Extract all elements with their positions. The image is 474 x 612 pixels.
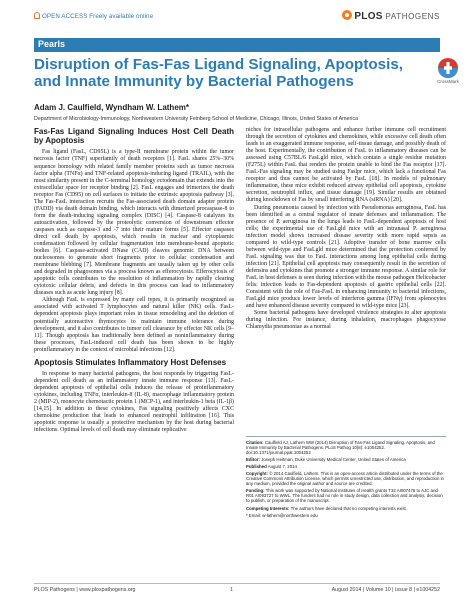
body-paragraph: Some bacterial pathogens have developed virulence strategies to alter apoptosis during infection. For instance, during inhalation, macrophages phagocytose Chlamydia pneumoniae as a normal (246, 310, 446, 331)
article-authors: Adam J. Caulfield, Wyndham W. Lathem* (34, 103, 189, 112)
author-affiliation: Department of Microbiology-Immunology, Northwestern University Feinberg School of Medicine, Chicago, Illinois, United States of America (34, 116, 359, 122)
copyright-info: Copyright: © 2014 Caulfield, Lathem. This is an open-access article distributed under the terms of the Creative Commons Attribution License, which permits unrestricted use, distribution, and reproduction in any medium, provided the original author and source are credited. (246, 471, 444, 487)
plos-logo[interactable] (342, 10, 440, 22)
footer-issue-info: August 2014 | Volume 10 | Issue 8 | e1004252 (331, 587, 440, 593)
journal-name: PATHOGENS (385, 12, 440, 21)
body-paragraph: During pneumonia caused by infection with Pseudomonas aeruginosa, FasL has been identified as a central regulator of innate defenses and inflammation. The presence of P. aeruginosa in the lungs leads to FasL-dependent apoptosis of host cells; the experimental use of FasLgld mice with an intranasal P. aeruginosa infection model shows increased disease severity with more rapid sepsis as compared to wild-type controls [21]. Adoptive transfer of bone marrow cells between wild-type and FasLgld mice determined that the protection conferred by FasL signaling was due to FasL interactions among lung epithelial cells during infection [21]. Epithelial cell apoptosis may consequently result in the secretion of defensins and cytokines that promote a stronger immune response. A similar role for FasL in host defenses is seen during infection with the mouse pathogen Helicobacter felis: infection leads to Fas-dependent apoptosis of gastric epithelial cells [22]. Consistent with the role of Fas-FasL in enhancing immunity to bacterial infections, FasLgld mice produce lower levels of interferon gamma (IFNγ) from splenocytes and have enhanced disease severity compared to wild-type mice [23]. (246, 204, 446, 310)
right-column (246, 127, 446, 331)
section-heading: Fas-Fas Ligand Signaling Induces Host Cell Death by Apoptosis (34, 127, 234, 146)
citation-info: Citation: Caulfield AJ, Lathem WW (2014) Disruption of Fas-Fas Ligand Signaling, Apoptosis, and Innate Immunity by Bacterial Pathogens. PLoS Pathog 10(8): e1004252. doi:10.1371/journal.ppat.1004252 (246, 440, 435, 456)
open-access-lock-icon (34, 12, 40, 19)
article-title: Disruption of Fas-Fas Ligand Signaling, Apoptosis, and Innate Immunity by Bacterial Pathogens (34, 56, 404, 90)
open-access-label: OPEN ACCESS Freely available online (34, 12, 153, 20)
published-info: Published August 7, 2014 (246, 464, 297, 470)
page-number: 1 (230, 587, 233, 593)
body-paragraph: In response to many bacterial pathogens, the host responds by triggering FasL-dependent cell death as an inflammatory innate immune response [13]. FasL-dependent apoptosis of epithelial cells induces the release of proinflammatory cytokines, including TNFα, interleukin-8 (IL-8), macrophage inflammatory protein 2 (MIP-2), monocyte chemotactic protein 1 (MCP-1), and interleukin-1 beta (IL-1β) [14,15]. In addition to these cytokines, Fas signaling positively affects CXC chemokine production that leads to enhanced neutrophil infiltration [16]. This apoptotic response is usually a protective mechanism by the host during bacterial infections. Optimal levels of cell death may eliminate replicative (34, 370, 234, 434)
funding-info: Funding: This work was supported by National Institutes of Health grants T32 AI007476 to AJC and R01 AI093727 to WWL. The funders had no role in study design, data collection and analysis, decision to publish, or preparation of the manuscript. (246, 488, 443, 504)
crossmark-badge[interactable] (434, 58, 462, 92)
competing-interests-info: Competing Interests: The authors have declared that no competing interests exist. (246, 505, 407, 511)
plos-logo-icon (342, 10, 352, 20)
footer-journal-link[interactable]: PLOS Pathogens | www.plospathogens.org (34, 587, 136, 593)
crossmark-icon (438, 58, 458, 78)
top-bar (34, 10, 440, 24)
email-info: * Email: w-lathem@northwestern.edu (246, 512, 318, 518)
section-bar (34, 38, 440, 52)
body-paragraph: Although FasL is expressed by many cell types, it is primarily recognized as associated with activated T lymphocytes and natural killer (NK) cells. FasL-dependent apoptosis plays important roles in tissue remodeling and the deletion of potentially autoreactive thymocytes to maintain immune tolerance during development, and it also contributes to tumor cell clearance by effector NK cells [9–11]. Though apoptosis has traditionally been defined as noninflammatory during these processes, FasL-induced cell death has been shown to be highly proinflammatory in the context of microbial infections [12]. (34, 297, 234, 353)
plos-brand: PLOS (354, 11, 383, 22)
section-heading: Apoptosis Stimulates Inflammatory Host Defenses (34, 357, 227, 367)
section-label: Pearls (38, 39, 66, 49)
page-footer (34, 583, 440, 593)
article-info-box (246, 436, 446, 520)
left-column (34, 127, 234, 434)
body-paragraph: niches for intracellular pathogens and enhance further immune cell recruitment through the secretion of cytokines and chemokines, while excessive cell death often leads to an exaggerated immune response, self-tissue damage, and possibly death of the host. Experimentally, the contribution of FasL to inflammatory diseases can be assessed using C57BL/6 FasLgld mice, which contain a single residue mutation (F275L) within FasL that renders the protein unable to bind the Fas receptor [17]. FasL-Fas signaling may be studied using Faslpr mice, which lack a functional Fas receptor and thus cannot be activated by FasL [18]. In models of pulmonary inflammation, these mice exhibit reduced airway epithelial cell apoptosis, cytokine secretion, neutrophil influx, and tissue damage [19]. Similar results are obtained during knockdown of Fas by small interfering RNA (siRNA) [20]. (246, 127, 446, 204)
editor-info: Editor: Joseph Heitman, Duke University Medical Center, United States of America (246, 457, 406, 463)
body-paragraph: Fas ligand (FasL, CD95L) is a type-II membrane protein within the tumor necrosis factor (TNF) superfamily of death receptors [1]. FasL shares 25%–30% sequence homology with related family member proteins such as tumor necrosis factor alpha (TNFα) and TNF-related apoptosis-inducing ligand (TRAIL), with the most similarity present in the C-terminal homology ectodomain that extends into the extracellular space for receptor binding [2]. FasL engages and trimerizes the death receptor Fas (CD95) on cell surfaces to initiate the extrinsic apoptosis pathway [3]. The Fas-FasL interaction recruits the Fas-associated death domain adapter protein (FADD) via death domain binding, which interacts with dimerized procaspase-8 to form the death-inducing signaling complex (DISC) [4]. Caspase-8 catalyzes its autoactivation, followed by the proteolytic conversion of downstream effector caspases such as caspase-3 and -7 into their mature forms [5]. Effector caspases direct cell death by apoptosis, which results in nuclear and cytoplasmic condensation followed by cellular fragmentation into membrane-bound apoptotic bodies [6]. Caspase-activated DNase (CAD) cleaves genomic DNA between nucleosomes to generate short fragments prior to cellular condensation and membrane blebbing [7]. Membrane fragments are usually taken up by other cells and degraded in phagosomes via a process known as efferocytosis. Efferocytosis of apoptotic cells contributes to the resolution of inflammation by rapidly clearing cytotoxic cellular debris, and defects in this process can lead to inflammatory diseases such as acute lung injury [8]. (34, 149, 234, 297)
email-link[interactable]: w-lathem@northwestern.edu (262, 512, 318, 518)
crossmark-label: CrossMark (437, 79, 459, 84)
